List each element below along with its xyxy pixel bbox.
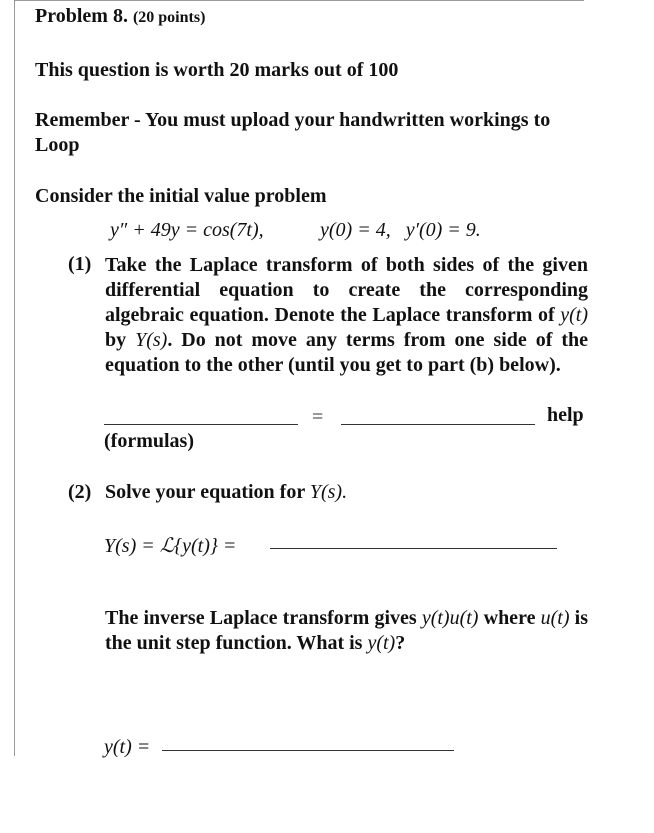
part2-instructions: [105, 481, 347, 504]
inverse-text-c: is the unit step function. What is: [105, 607, 588, 654]
problem-label: Problem 8.: [35, 5, 128, 27]
ivp-equation: [110, 219, 264, 242]
part1-text-a: Take the Laplace transform of both sides of the given differential equation to create the corresponding algebraic equation. Denote the Laplace transform of: [105, 254, 588, 326]
worth-statement: This question is worth 20 marks out of 100: [35, 59, 399, 81]
part1-text-b: by: [105, 329, 136, 351]
inverse-yt: y(t): [367, 632, 396, 654]
part1-number: (1): [68, 253, 92, 275]
upload-reminder: Remember - You must upload your handwritten workings to Loop: [35, 109, 551, 156]
yt-answer-label: y(t) =: [104, 736, 151, 758]
formulas-link[interactable]: (formulas): [104, 430, 194, 452]
equals-sign: =: [312, 406, 324, 428]
inverse-transform-question: [105, 606, 588, 656]
inverse-ytut: y(t)u(t): [421, 607, 479, 629]
inverse-ut: u(t): [540, 607, 570, 629]
consider-statement: Consider the initial value problem: [35, 185, 327, 207]
page-frame-left-border: [14, 0, 15, 756]
part1-yt: y(t): [560, 304, 588, 326]
help-link[interactable]: help: [547, 404, 584, 426]
part1-instructions: [105, 253, 588, 378]
initial-condition-y0: y(0) = 4,: [320, 219, 391, 241]
problem-header: [35, 4, 590, 30]
part2-text: Solve your equation for: [105, 481, 310, 503]
part1-Ys: Y(s): [135, 329, 168, 351]
inverse-text-d: ?: [395, 632, 406, 654]
transform-lhs-answer-field[interactable]: [104, 424, 298, 425]
page-frame-top-border: [14, 0, 584, 1]
part2-Ys: Y(s).: [309, 481, 348, 503]
yt-answer-field[interactable]: [162, 750, 454, 751]
part1-text-c: . Do not move any terms from one side of the equation to the other (until you get to part (b) below).: [105, 329, 588, 376]
part2-number: (2): [68, 481, 92, 503]
problem-points: (20 points): [132, 9, 206, 26]
inverse-text-b: where: [478, 607, 541, 629]
differential-equation: y″ + 49y = cos(7t),: [110, 219, 264, 241]
inverse-text-a: The inverse Laplace transform gives: [105, 607, 422, 629]
Ys-answer-label: Y(s) = ℒ{y(t)} =: [104, 535, 237, 557]
Ys-answer-field[interactable]: [270, 548, 557, 549]
transform-rhs-answer-field[interactable]: [341, 424, 535, 425]
initial-conditions: [320, 219, 481, 242]
initial-condition-dy0: y′(0) = 9.: [405, 219, 481, 241]
